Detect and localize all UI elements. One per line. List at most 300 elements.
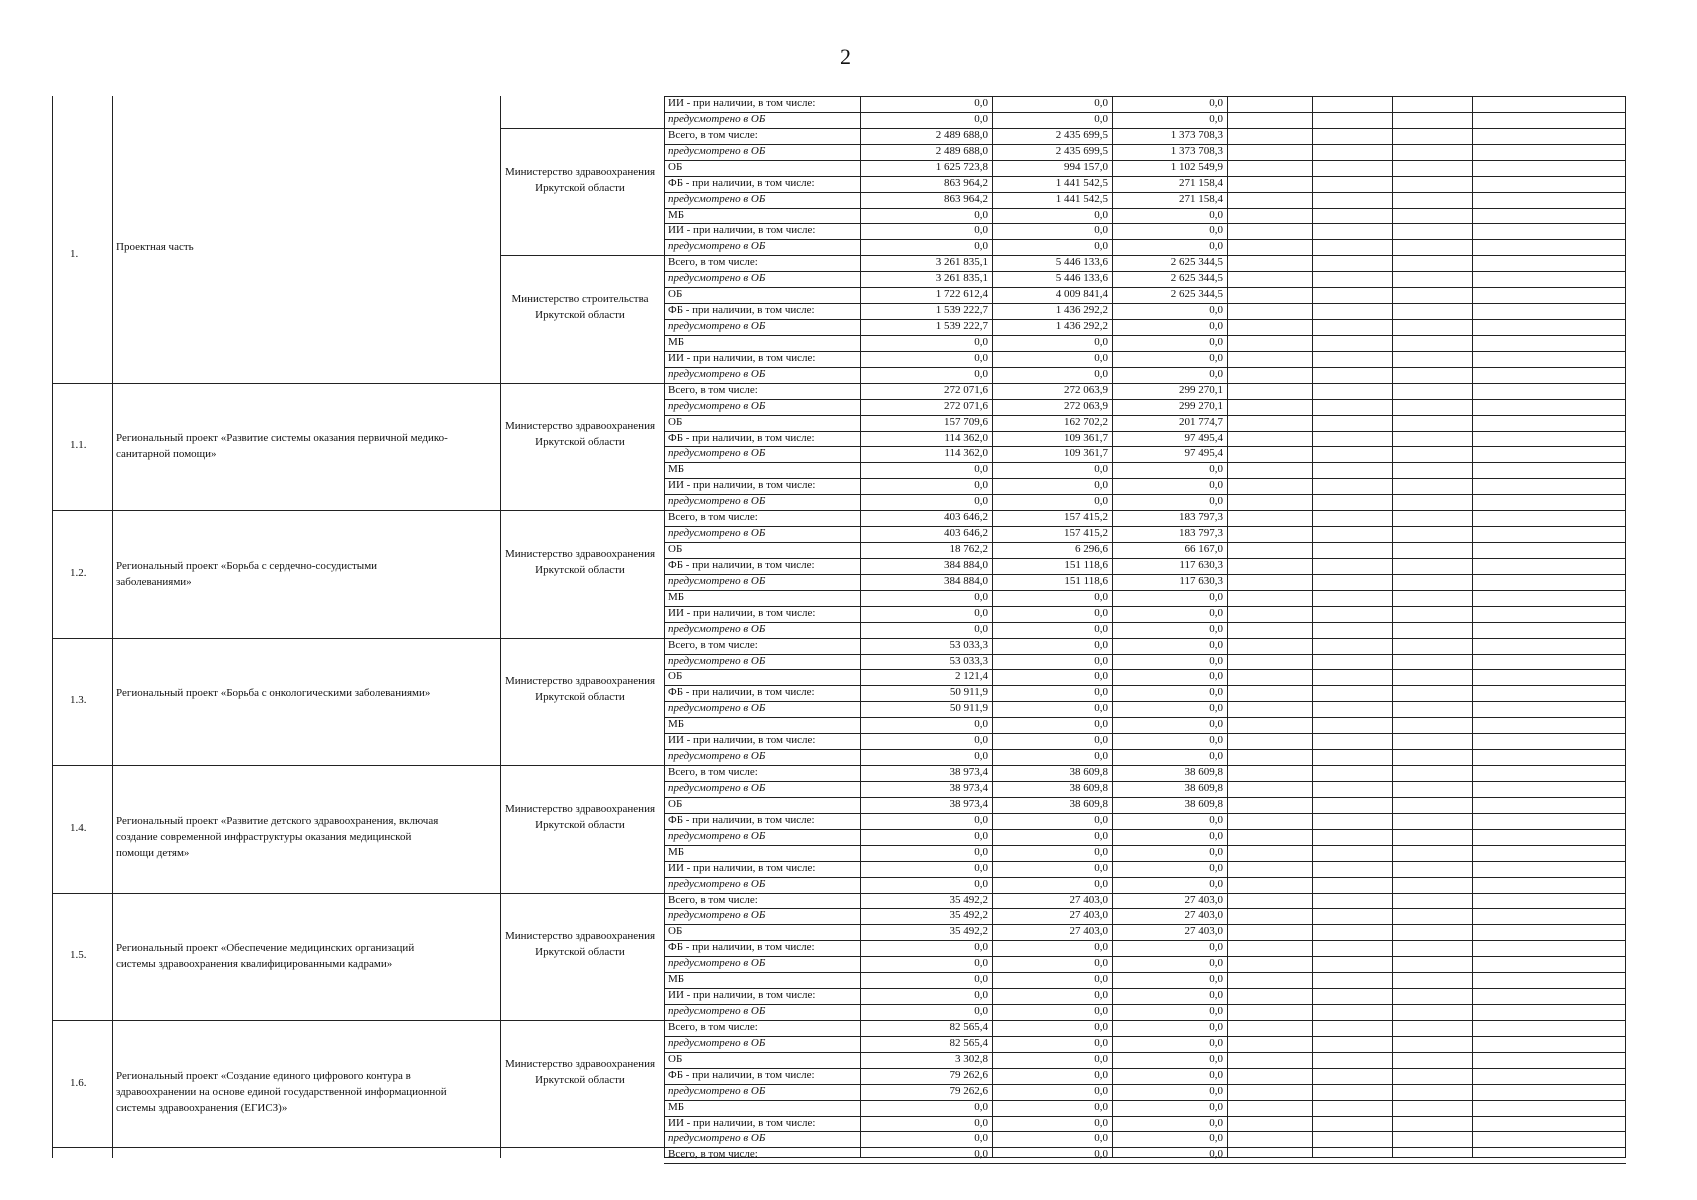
value-cell: 0,0 bbox=[1094, 734, 1108, 747]
row-line bbox=[664, 399, 1626, 400]
row-label: МБ bbox=[668, 208, 685, 221]
value-cell: 0,0 bbox=[1094, 606, 1108, 619]
ministry-name: Министерство здравоохранения Иркутской области bbox=[504, 1057, 656, 1086]
ministry-name: Министерство здравоохранения Иркутской области bbox=[504, 547, 656, 576]
row-line bbox=[664, 845, 1626, 846]
value-cell: 0,0 bbox=[1094, 112, 1108, 125]
value-cell: 384 884,0 bbox=[944, 574, 988, 587]
value-cell: 1 436 292,2 bbox=[1055, 304, 1108, 317]
value-cell: 0,0 bbox=[1209, 1148, 1223, 1161]
value-cell: 97 495,4 bbox=[1184, 447, 1223, 460]
value-cell: 272 063,9 bbox=[1064, 383, 1108, 396]
value-cell: 863 964,2 bbox=[944, 192, 988, 205]
value-cell: 3 302,8 bbox=[955, 1052, 988, 1065]
value-cell: 0,0 bbox=[1094, 750, 1108, 763]
value-cell: 1 441 542,5 bbox=[1055, 176, 1108, 189]
row-line bbox=[664, 176, 1626, 177]
row-label: Всего, в том числе: bbox=[668, 128, 758, 141]
value-cell: 50 911,9 bbox=[949, 686, 988, 699]
value-cell: 0,0 bbox=[1094, 861, 1108, 874]
value-cell: 0,0 bbox=[974, 941, 988, 954]
row-label: ИИ - при наличии, в том числе: bbox=[668, 861, 816, 874]
row-label: предусмотрено в ОБ bbox=[668, 957, 766, 970]
value-cell: 5 446 133,6 bbox=[1055, 256, 1108, 269]
value-cell: 0,0 bbox=[974, 351, 988, 364]
section-line bbox=[52, 765, 664, 766]
value-cell: 0,0 bbox=[1209, 495, 1223, 508]
value-cell: 0,0 bbox=[974, 845, 988, 858]
value-cell: 0,0 bbox=[974, 606, 988, 619]
row-line bbox=[664, 1020, 1626, 1021]
row-line bbox=[664, 415, 1626, 416]
row-line bbox=[664, 303, 1626, 304]
value-cell: 0,0 bbox=[1209, 734, 1223, 747]
value-cell: 0,0 bbox=[1209, 97, 1223, 109]
row-label: предусмотрено в ОБ bbox=[668, 1084, 766, 1097]
row-line bbox=[664, 526, 1626, 527]
row-label: ФБ - при наличии, в том числе: bbox=[668, 686, 815, 699]
row-line bbox=[664, 367, 1626, 368]
value-cell: 0,0 bbox=[974, 622, 988, 635]
value-cell: 2 435 699,5 bbox=[1055, 144, 1108, 157]
value-cell: 0,0 bbox=[1209, 638, 1223, 651]
value-cell: 3 261 835,1 bbox=[935, 272, 988, 285]
value-cell: 0,0 bbox=[1094, 1036, 1108, 1049]
value-cell: 0,0 bbox=[1094, 367, 1108, 380]
value-cell: 0,0 bbox=[974, 973, 988, 986]
value-cell: 0,0 bbox=[1094, 1100, 1108, 1113]
value-cell: 403 646,2 bbox=[944, 527, 988, 540]
row-label: предусмотрено в ОБ bbox=[668, 447, 766, 460]
value-cell: 0,0 bbox=[974, 112, 988, 125]
value-cell: 0,0 bbox=[1209, 304, 1223, 317]
row-line bbox=[664, 112, 1626, 113]
value-cell: 157 415,2 bbox=[1064, 527, 1108, 540]
ministry-name: Министерство здравоохранения Иркутской области bbox=[504, 675, 656, 704]
section-number: 1.2. bbox=[70, 566, 87, 579]
value-cell: 0,0 bbox=[1209, 320, 1223, 333]
value-cell: 2 625 344,5 bbox=[1170, 272, 1223, 285]
value-cell: 299 270,1 bbox=[1179, 383, 1223, 396]
row-label: ОБ bbox=[668, 797, 683, 810]
row-line bbox=[664, 351, 1626, 352]
ministry-name: Министерство здравоохранения Иркутской области bbox=[504, 165, 656, 194]
value-cell: 157 415,2 bbox=[1064, 511, 1108, 524]
row-label: ФБ - при наличии, в том числе: bbox=[668, 1068, 815, 1081]
ministry-name: Министерство здравоохранения Иркутской области bbox=[504, 802, 656, 831]
row-line bbox=[664, 701, 1626, 702]
row-label: ОБ bbox=[668, 160, 683, 173]
value-cell: 0,0 bbox=[974, 495, 988, 508]
value-cell: 27 403,0 bbox=[1184, 893, 1223, 906]
row-label: ОБ bbox=[668, 543, 683, 556]
value-cell: 0,0 bbox=[974, 97, 988, 109]
value-cell: 0,0 bbox=[1209, 957, 1223, 970]
value-cell: 0,0 bbox=[974, 1148, 988, 1161]
value-cell: 0,0 bbox=[1209, 240, 1223, 253]
row-label: Всего, в том числе: bbox=[668, 893, 758, 906]
row-label: ОБ bbox=[668, 415, 683, 428]
value-cell: 0,0 bbox=[1094, 957, 1108, 970]
row-label: ИИ - при наличии, в том числе: bbox=[668, 989, 816, 1002]
value-cell: 2 625 344,5 bbox=[1170, 256, 1223, 269]
row-line bbox=[664, 940, 1626, 941]
row-label: предусмотрено в ОБ bbox=[668, 192, 766, 205]
row-label: МБ bbox=[668, 845, 685, 858]
value-cell: 0,0 bbox=[1209, 367, 1223, 380]
section-line bbox=[52, 893, 664, 894]
row-line bbox=[664, 223, 1626, 224]
value-cell: 1 625 723,8 bbox=[935, 160, 988, 173]
value-cell: 0,0 bbox=[974, 224, 988, 237]
value-cell: 0,0 bbox=[1209, 1020, 1223, 1033]
value-cell: 2 435 699,5 bbox=[1055, 128, 1108, 141]
row-line bbox=[664, 462, 1626, 463]
value-cell: 0,0 bbox=[1094, 973, 1108, 986]
row-label: предусмотрено в ОБ bbox=[668, 320, 766, 333]
section-line bbox=[52, 638, 664, 639]
row-line bbox=[664, 1163, 1626, 1164]
value-cell: 0,0 bbox=[1094, 1084, 1108, 1097]
grid-col-line bbox=[112, 96, 113, 1158]
value-cell: 994 157,0 bbox=[1064, 160, 1108, 173]
value-cell: 0,0 bbox=[1094, 463, 1108, 476]
value-cell: 0,0 bbox=[1094, 479, 1108, 492]
value-cell: 0,0 bbox=[1094, 718, 1108, 731]
value-cell: 0,0 bbox=[1094, 638, 1108, 651]
row-label: Всего, в том числе: bbox=[668, 1020, 758, 1033]
row-line bbox=[664, 669, 1626, 670]
value-cell: 0,0 bbox=[1094, 670, 1108, 683]
value-cell: 0,0 bbox=[974, 718, 988, 731]
value-cell: 0,0 bbox=[1094, 1052, 1108, 1065]
value-cell: 299 270,1 bbox=[1179, 399, 1223, 412]
row-label: ИИ - при наличии, в том числе: bbox=[668, 224, 816, 237]
value-cell: 384 884,0 bbox=[944, 558, 988, 571]
value-cell: 0,0 bbox=[974, 1132, 988, 1145]
value-cell: 38 973,4 bbox=[949, 781, 988, 794]
row-label: МБ bbox=[668, 1100, 685, 1113]
value-cell: 0,0 bbox=[1094, 845, 1108, 858]
value-cell: 0,0 bbox=[1094, 590, 1108, 603]
row-line bbox=[664, 1084, 1626, 1085]
value-cell: 0,0 bbox=[1209, 750, 1223, 763]
row-label: ОБ bbox=[668, 925, 683, 938]
row-line bbox=[664, 192, 1626, 193]
value-cell: 0,0 bbox=[1094, 1005, 1108, 1017]
row-line bbox=[664, 781, 1626, 782]
value-cell: 2 489 688,0 bbox=[935, 144, 988, 157]
value-cell: 183 797,3 bbox=[1179, 527, 1223, 540]
value-cell: 0,0 bbox=[974, 367, 988, 380]
section-number: 1.6. bbox=[70, 1076, 87, 1089]
row-label: предусмотрено в ОБ bbox=[668, 750, 766, 763]
value-cell: 27 403,0 bbox=[1069, 909, 1108, 922]
value-cell: 66 167,0 bbox=[1184, 543, 1223, 556]
row-label: предусмотрено в ОБ bbox=[668, 702, 766, 715]
value-cell: 38 973,4 bbox=[949, 797, 988, 810]
row-label: ИИ - при наличии, в том числе: bbox=[668, 606, 816, 619]
value-cell: 0,0 bbox=[1209, 1005, 1223, 1017]
section-number: 1.4. bbox=[70, 821, 87, 834]
value-cell: 38 609,8 bbox=[1069, 781, 1108, 794]
row-label: Всего, в том числе: bbox=[668, 638, 758, 651]
value-cell: 271 158,4 bbox=[1179, 176, 1223, 189]
row-line bbox=[664, 478, 1626, 479]
row-line bbox=[664, 255, 1626, 256]
row-label: Всего, в том числе: bbox=[668, 1148, 758, 1161]
row-line bbox=[664, 383, 1626, 384]
value-cell: 0,0 bbox=[974, 861, 988, 874]
row-label: предусмотрено в ОБ bbox=[668, 654, 766, 667]
value-cell: 0,0 bbox=[1209, 989, 1223, 1002]
value-cell: 0,0 bbox=[1209, 1132, 1223, 1145]
row-line bbox=[664, 861, 1626, 862]
section-line bbox=[52, 1020, 664, 1021]
row-label: ОБ bbox=[668, 670, 683, 683]
value-cell: 0,0 bbox=[974, 479, 988, 492]
value-cell: 0,0 bbox=[1209, 1068, 1223, 1081]
value-cell: 109 361,7 bbox=[1064, 431, 1108, 444]
value-cell: 272 071,6 bbox=[944, 383, 988, 396]
row-label: МБ bbox=[668, 463, 685, 476]
value-cell: 1 373 708,3 bbox=[1170, 128, 1223, 141]
row-label: предусмотрено в ОБ bbox=[668, 1132, 766, 1145]
row-line bbox=[664, 1116, 1626, 1117]
value-cell: 27 403,0 bbox=[1184, 909, 1223, 922]
value-cell: 114 362,0 bbox=[944, 431, 988, 444]
row-label: МБ bbox=[668, 335, 685, 348]
row-label: ИИ - при наличии, в том числе: bbox=[668, 351, 816, 364]
value-cell: 0,0 bbox=[1094, 989, 1108, 1002]
row-label: предусмотрено в ОБ bbox=[668, 1005, 766, 1017]
value-cell: 35 492,2 bbox=[949, 909, 988, 922]
value-cell: 0,0 bbox=[1209, 606, 1223, 619]
value-cell: 0,0 bbox=[1209, 479, 1223, 492]
value-cell: 0,0 bbox=[1209, 351, 1223, 364]
row-line bbox=[664, 908, 1626, 909]
value-cell: 0,0 bbox=[1209, 1116, 1223, 1129]
row-line bbox=[664, 813, 1626, 814]
row-line bbox=[664, 239, 1626, 240]
value-cell: 0,0 bbox=[1094, 97, 1108, 109]
value-cell: 0,0 bbox=[974, 1005, 988, 1017]
value-cell: 2 625 344,5 bbox=[1170, 288, 1223, 301]
row-line bbox=[664, 1068, 1626, 1069]
value-cell: 0,0 bbox=[1094, 941, 1108, 954]
row-label: предусмотрено в ОБ bbox=[668, 240, 766, 253]
value-cell: 53 033,3 bbox=[949, 638, 988, 651]
value-cell: 0,0 bbox=[974, 590, 988, 603]
value-cell: 403 646,2 bbox=[944, 511, 988, 524]
value-cell: 272 071,6 bbox=[944, 399, 988, 412]
row-label: предусмотрено в ОБ bbox=[668, 399, 766, 412]
row-line bbox=[664, 829, 1626, 830]
row-label: ФБ - при наличии, в том числе: bbox=[668, 558, 815, 571]
row-line bbox=[664, 590, 1626, 591]
row-label: предусмотрено в ОБ bbox=[668, 877, 766, 890]
value-cell: 0,0 bbox=[974, 829, 988, 842]
value-cell: 0,0 bbox=[974, 463, 988, 476]
value-cell: 38 609,8 bbox=[1184, 797, 1223, 810]
value-cell: 117 630,3 bbox=[1179, 574, 1223, 587]
ministry-line bbox=[500, 255, 664, 256]
value-cell: 0,0 bbox=[1209, 941, 1223, 954]
value-cell: 27 403,0 bbox=[1069, 925, 1108, 938]
row-label: Всего, в том числе: bbox=[668, 383, 758, 396]
section-number: 1. bbox=[70, 248, 79, 261]
value-cell: 0,0 bbox=[1209, 1052, 1223, 1065]
value-cell: 1 436 292,2 bbox=[1055, 320, 1108, 333]
value-cell: 38 609,8 bbox=[1069, 797, 1108, 810]
row-line bbox=[664, 733, 1626, 734]
value-cell: 5 446 133,6 bbox=[1055, 272, 1108, 285]
project-name: Региональный проект «Развитие детского здравоохранения, включая создание современной инфраструктуры оказания медицинской помощи детям» bbox=[116, 814, 439, 859]
project-name: Региональный проект «Создание единого цифрового контура в здравоохранении на основе единой государственной информационной системы здравоохранения (ЕГИСЗ)» bbox=[116, 1069, 447, 1114]
value-cell: 151 118,6 bbox=[1064, 558, 1108, 571]
value-cell: 201 774,7 bbox=[1179, 415, 1223, 428]
value-cell: 3 261 835,1 bbox=[935, 256, 988, 269]
row-label: ФБ - при наличии, в том числе: bbox=[668, 304, 815, 317]
row-label: предусмотрено в ОБ bbox=[668, 495, 766, 508]
row-line bbox=[664, 574, 1626, 575]
row-line bbox=[664, 972, 1626, 973]
value-cell: 0,0 bbox=[1094, 686, 1108, 699]
value-cell: 0,0 bbox=[1209, 861, 1223, 874]
row-label: предусмотрено в ОБ bbox=[668, 144, 766, 157]
row-label: МБ bbox=[668, 973, 685, 986]
row-label: ОБ bbox=[668, 288, 683, 301]
row-label: Всего, в том числе: bbox=[668, 256, 758, 269]
row-label: МБ bbox=[668, 718, 685, 731]
row-line bbox=[664, 160, 1626, 161]
row-line bbox=[664, 1036, 1626, 1037]
value-cell: 18 762,2 bbox=[949, 543, 988, 556]
value-cell: 1 102 549,9 bbox=[1170, 160, 1223, 173]
row-line bbox=[664, 1004, 1626, 1005]
row-label: ИИ - при наличии, в том числе: bbox=[668, 1116, 816, 1129]
project-name: Региональный проект «Развитие системы оказания первичной медико-санитарной помощи» bbox=[116, 432, 448, 461]
row-line bbox=[664, 797, 1626, 798]
row-line bbox=[664, 654, 1626, 655]
row-line bbox=[664, 287, 1626, 288]
value-cell: 0,0 bbox=[1209, 845, 1223, 858]
section-line bbox=[52, 1147, 1626, 1148]
value-cell: 0,0 bbox=[1094, 224, 1108, 237]
value-cell: 0,0 bbox=[1209, 1036, 1223, 1049]
value-cell: 38 973,4 bbox=[949, 766, 988, 779]
value-cell: 79 262,6 bbox=[949, 1068, 988, 1081]
ministry-name: Министерство здравоохранения Иркутской области bbox=[504, 930, 656, 959]
value-cell: 2 489 688,0 bbox=[935, 128, 988, 141]
value-cell: 0,0 bbox=[974, 877, 988, 890]
row-line bbox=[664, 956, 1626, 957]
ministry-name: Министерство здравоохранения Иркутской области bbox=[504, 420, 656, 449]
value-cell: 0,0 bbox=[1209, 1100, 1223, 1113]
value-cell: 0,0 bbox=[1209, 829, 1223, 842]
value-cell: 82 565,4 bbox=[949, 1020, 988, 1033]
value-cell: 0,0 bbox=[974, 208, 988, 221]
row-label: предусмотрено в ОБ bbox=[668, 272, 766, 285]
row-line bbox=[664, 542, 1626, 543]
value-cell: 82 565,4 bbox=[949, 1036, 988, 1049]
value-cell: 151 118,6 bbox=[1064, 574, 1108, 587]
row-line bbox=[664, 494, 1626, 495]
value-cell: 38 609,8 bbox=[1184, 766, 1223, 779]
value-cell: 0,0 bbox=[1209, 463, 1223, 476]
row-line bbox=[664, 208, 1626, 209]
value-cell: 0,0 bbox=[1094, 622, 1108, 635]
row-label: Всего, в том числе: bbox=[668, 766, 758, 779]
ministry-name: Министерство строительства Иркутской области bbox=[511, 293, 649, 322]
value-cell: 35 492,2 bbox=[949, 925, 988, 938]
section-number: 1.3. bbox=[70, 694, 87, 707]
value-cell: 0,0 bbox=[1209, 654, 1223, 667]
row-line bbox=[664, 1131, 1626, 1132]
project-name: Региональный проект «Борьба с онкологическими заболеваниями» bbox=[116, 687, 431, 700]
value-cell: 0,0 bbox=[1094, 829, 1108, 842]
value-cell: 38 609,8 bbox=[1069, 766, 1108, 779]
value-cell: 2 121,4 bbox=[955, 670, 988, 683]
row-label: ФБ - при наличии, в том числе: bbox=[668, 176, 815, 189]
row-label: ИИ - при наличии, в том числе: bbox=[668, 97, 816, 109]
grid-col-line bbox=[52, 96, 53, 1158]
value-cell: 0,0 bbox=[1209, 877, 1223, 890]
value-cell: 0,0 bbox=[1094, 702, 1108, 715]
value-cell: 0,0 bbox=[1094, 495, 1108, 508]
value-cell: 0,0 bbox=[1209, 335, 1223, 348]
value-cell: 1 539 222,7 bbox=[935, 320, 988, 333]
value-cell: 0,0 bbox=[1094, 813, 1108, 826]
value-cell: 1 722 612,4 bbox=[935, 288, 988, 301]
value-cell: 183 797,3 bbox=[1179, 511, 1223, 524]
value-cell: 0,0 bbox=[974, 813, 988, 826]
value-cell: 53 033,3 bbox=[949, 654, 988, 667]
project-name: Проектная часть bbox=[116, 241, 194, 254]
value-cell: 0,0 bbox=[974, 1116, 988, 1129]
value-cell: 79 262,6 bbox=[949, 1084, 988, 1097]
value-cell: 0,0 bbox=[1094, 208, 1108, 221]
value-cell: 0,0 bbox=[1209, 686, 1223, 699]
value-cell: 38 609,8 bbox=[1184, 781, 1223, 794]
value-cell: 50 911,9 bbox=[949, 702, 988, 715]
value-cell: 157 709,6 bbox=[944, 415, 988, 428]
value-cell: 97 495,4 bbox=[1184, 431, 1223, 444]
value-cell: 0,0 bbox=[974, 734, 988, 747]
row-label: предусмотрено в ОБ bbox=[668, 527, 766, 540]
value-cell: 117 630,3 bbox=[1179, 558, 1223, 571]
row-line bbox=[664, 446, 1626, 447]
row-line bbox=[664, 765, 1626, 766]
row-label: предусмотрено в ОБ bbox=[668, 909, 766, 922]
value-cell: 863 964,2 bbox=[944, 176, 988, 189]
section-line bbox=[52, 383, 664, 384]
value-cell: 109 361,7 bbox=[1064, 447, 1108, 460]
value-cell: 0,0 bbox=[1094, 1068, 1108, 1081]
value-cell: 114 362,0 bbox=[944, 447, 988, 460]
value-cell: 0,0 bbox=[1094, 1116, 1108, 1129]
value-cell: 0,0 bbox=[1209, 718, 1223, 731]
value-cell: 4 009 841,4 bbox=[1055, 288, 1108, 301]
value-cell: 0,0 bbox=[1209, 208, 1223, 221]
value-cell: 0,0 bbox=[1094, 1020, 1108, 1033]
value-cell: 0,0 bbox=[1094, 877, 1108, 890]
row-label: Всего, в том числе: bbox=[668, 511, 758, 524]
value-cell: 0,0 bbox=[1094, 240, 1108, 253]
row-line bbox=[664, 1100, 1626, 1101]
value-cell: 0,0 bbox=[974, 240, 988, 253]
row-line bbox=[664, 924, 1626, 925]
